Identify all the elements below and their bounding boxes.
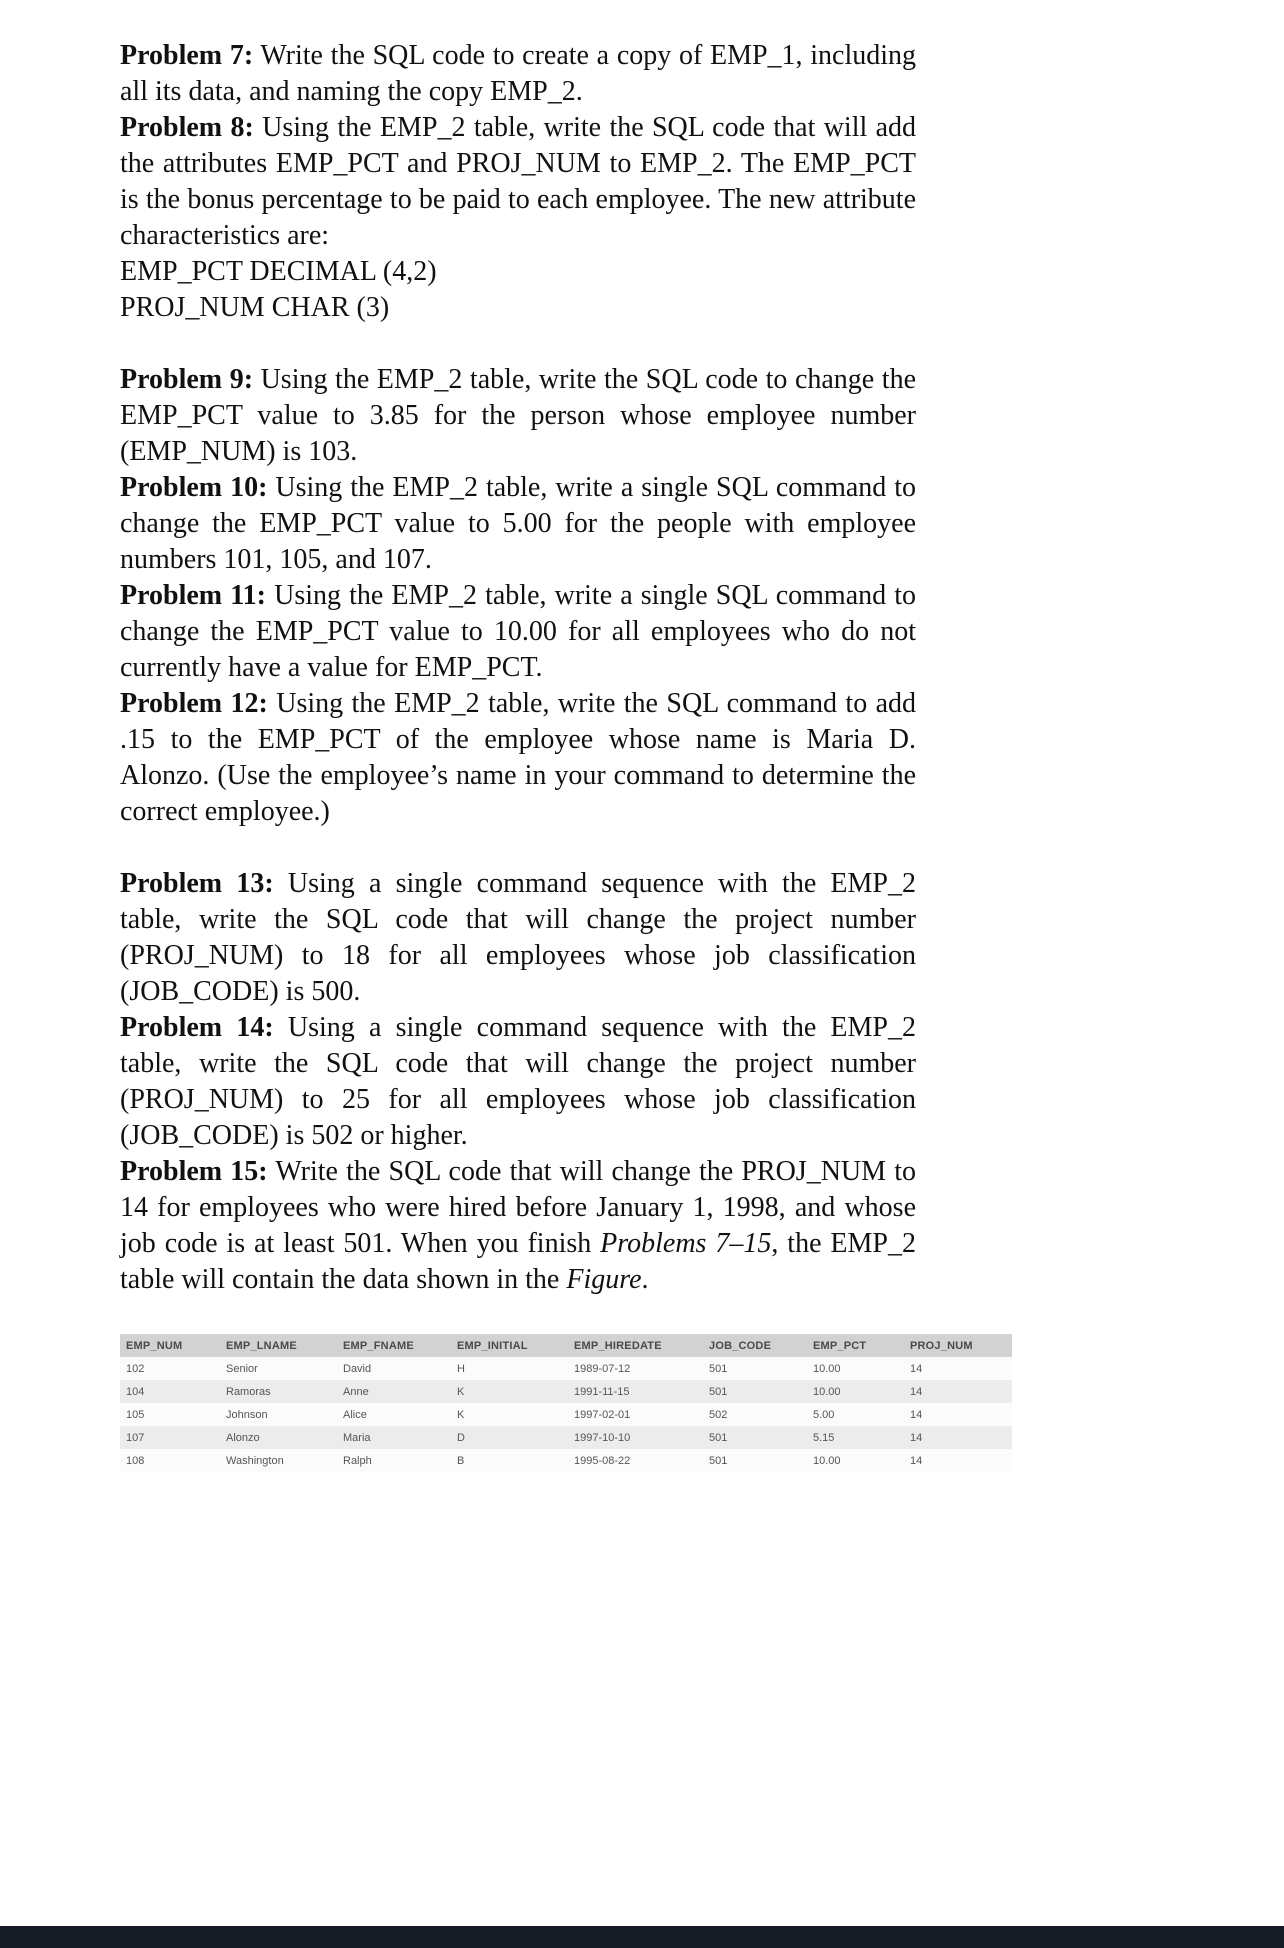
table-cell: 10.00: [813, 1386, 841, 1398]
table-cell: 104: [126, 1386, 145, 1398]
problem-12-label: Problem 12:: [120, 688, 268, 719]
problem-13: [120, 866, 916, 1010]
table-cell: 10.00: [813, 1455, 841, 1467]
problem-15-italic-figure: Figure: [566, 1264, 642, 1295]
emp2-table-body: [120, 1357, 1012, 1472]
emp2-table: [120, 1334, 1012, 1472]
problem-9-label: Problem 9:: [120, 364, 254, 395]
problem-9-text: Using the EMP_2 table, write the SQL code to change the EMP_PCT value to 3.85 for the person whose employee number (EMP_NUM) is 103.: [120, 364, 917, 467]
table-cell: Senior: [226, 1363, 258, 1375]
table-cell: 14: [910, 1363, 923, 1375]
table-cell: 14: [910, 1455, 923, 1467]
problem-13-text: Using a single command sequence with the EMP_2 table, write the SQL code that will change the project number (PROJ_NUM) to 18 for all employees whose job classification (JOB_CODE) is 500.: [120, 868, 917, 1007]
table-cell: 1989-07-12: [574, 1363, 631, 1375]
problem-11-text: Using the EMP_2 table, write a single SQL command to change the EMP_PCT value to 10.00 for all employees who do not currently have a value for EMP_PCT.: [120, 580, 917, 683]
problem-10: [120, 470, 916, 578]
table-cell: 14: [910, 1386, 923, 1398]
table-header-cell: JOB_CODE: [703, 1334, 807, 1357]
table-cell: Washington: [226, 1455, 284, 1467]
emp2-table-head-row: [120, 1334, 1012, 1357]
table-cell: H: [457, 1363, 465, 1375]
table-cell: 501: [709, 1363, 728, 1375]
problem-8-label: Problem 8:: [120, 112, 254, 143]
problem-15-text-2: , the EMP_2 table will contain the data shown in the: [120, 1228, 916, 1295]
table-cell: Ramoras: [226, 1386, 271, 1398]
problem-9: [120, 362, 916, 470]
bottom-bar: [0, 1926, 1284, 1948]
problem-15-text-3: .: [641, 1264, 649, 1295]
problem-15-label: Problem 15:: [120, 1156, 268, 1187]
problem-14-text: Using a single command sequence with the EMP_2 table, write the SQL code that will change the project number (PROJ_NUM) to 25 for all employees whose job classification (JOB_CODE) is 502 or higher.: [120, 1012, 917, 1151]
table-row: [120, 1449, 1012, 1472]
table-cell: 5.15: [813, 1432, 835, 1444]
table-cell: K: [457, 1409, 465, 1421]
table-cell: 1991-11-15: [574, 1386, 630, 1398]
problem-8-attr-emp-pct: EMP_PCT DECIMAL (4,2): [120, 256, 437, 287]
table-header-cell: PROJ_NUM: [904, 1334, 1012, 1357]
table-cell: Alonzo: [226, 1432, 260, 1444]
table-cell: 1997-02-01: [574, 1409, 631, 1421]
problem-12: [120, 686, 916, 830]
table-cell: Alice: [343, 1409, 367, 1421]
problems-block-1: [120, 38, 916, 326]
problems-block-3: [120, 866, 916, 1298]
table-cell: 105: [126, 1409, 145, 1421]
table-cell: Ralph: [343, 1455, 372, 1467]
problem-10-text: Using the EMP_2 table, write a single SQL command to change the EMP_PCT value to 5.00 for the people with employee numbers 101, 105, and 107.: [120, 472, 917, 575]
problem-15: [120, 1154, 916, 1298]
table-cell: 14: [910, 1409, 923, 1421]
table-header-cell: EMP_LNAME: [220, 1334, 337, 1357]
table-header-cell: EMP_NUM: [120, 1334, 220, 1357]
problem-15-italic-problems-range: Problems 7–15: [600, 1228, 772, 1259]
table-cell: 1997-10-10: [574, 1432, 631, 1444]
problem-11-label: Problem 11:: [120, 580, 267, 611]
table-header-cell: EMP_PCT: [807, 1334, 904, 1357]
table-cell: 108: [126, 1455, 145, 1467]
table-cell: 107: [126, 1432, 145, 1444]
table-cell: Anne: [343, 1386, 369, 1398]
table-cell: David: [343, 1363, 372, 1375]
table-cell: 14: [910, 1432, 923, 1444]
table-header-cell: EMP_INITIAL: [451, 1334, 568, 1357]
problem-10-label: Problem 10:: [120, 472, 268, 503]
problem-7-text: Write the SQL code to create a copy of EMP_1, including all its data, and naming the copy EMP_2.: [120, 40, 916, 107]
problem-13-label: Problem 13:: [120, 868, 274, 899]
table-cell: 501: [709, 1386, 728, 1398]
problem-7: [120, 38, 916, 110]
table-row: [120, 1426, 1012, 1449]
problem-8: [120, 110, 916, 254]
table-row: [120, 1403, 1012, 1426]
table-cell: 10.00: [813, 1363, 841, 1375]
table-cell: 5.00: [813, 1409, 835, 1421]
table-cell: 102: [126, 1363, 145, 1375]
problem-7-label: Problem 7:: [120, 40, 254, 71]
table-cell: Johnson: [226, 1409, 268, 1421]
document-content: [120, 38, 973, 1472]
problem-8-attr-proj-num: PROJ_NUM CHAR (3): [120, 292, 390, 323]
table-cell: 502: [709, 1409, 728, 1421]
emp2-table-head: [120, 1334, 1012, 1357]
problem-14: [120, 1010, 916, 1154]
table-cell: 501: [709, 1432, 728, 1444]
table-row: [120, 1380, 1012, 1403]
table-cell: Maria: [343, 1432, 371, 1444]
problem-8-text: Using the EMP_2 table, write the SQL code that will add the attributes EMP_PCT and PROJ_NUM to EMP_2. The EMP_PCT is the bonus percentage to be paid to each employee. The new attribute characteristics are:: [120, 112, 917, 251]
problems-block-2: [120, 362, 916, 830]
table-header-cell: EMP_HIREDATE: [568, 1334, 703, 1357]
table-cell: 501: [709, 1455, 728, 1467]
problem-14-label: Problem 14:: [120, 1012, 274, 1043]
problem-15-text-1: Write the SQL code that will change the PROJ_NUM to 14 for employees who were hired before January 1, 1998, and whose job code is at least 501. When you finish: [120, 1156, 917, 1259]
problem-12-text: Using the EMP_2 table, write the SQL command to add .15 to the EMP_PCT of the employee whose name is Maria D. Alonzo. (Use the employee’s name in your command to determine the correct employee.): [120, 688, 917, 827]
table-cell: 1995-08-22: [574, 1455, 631, 1467]
problem-11: [120, 578, 916, 686]
table-cell: B: [457, 1455, 465, 1467]
table-cell: K: [457, 1386, 465, 1398]
table-cell: D: [457, 1432, 465, 1444]
table-header-cell: EMP_FNAME: [337, 1334, 451, 1357]
table-row: [120, 1357, 1012, 1380]
